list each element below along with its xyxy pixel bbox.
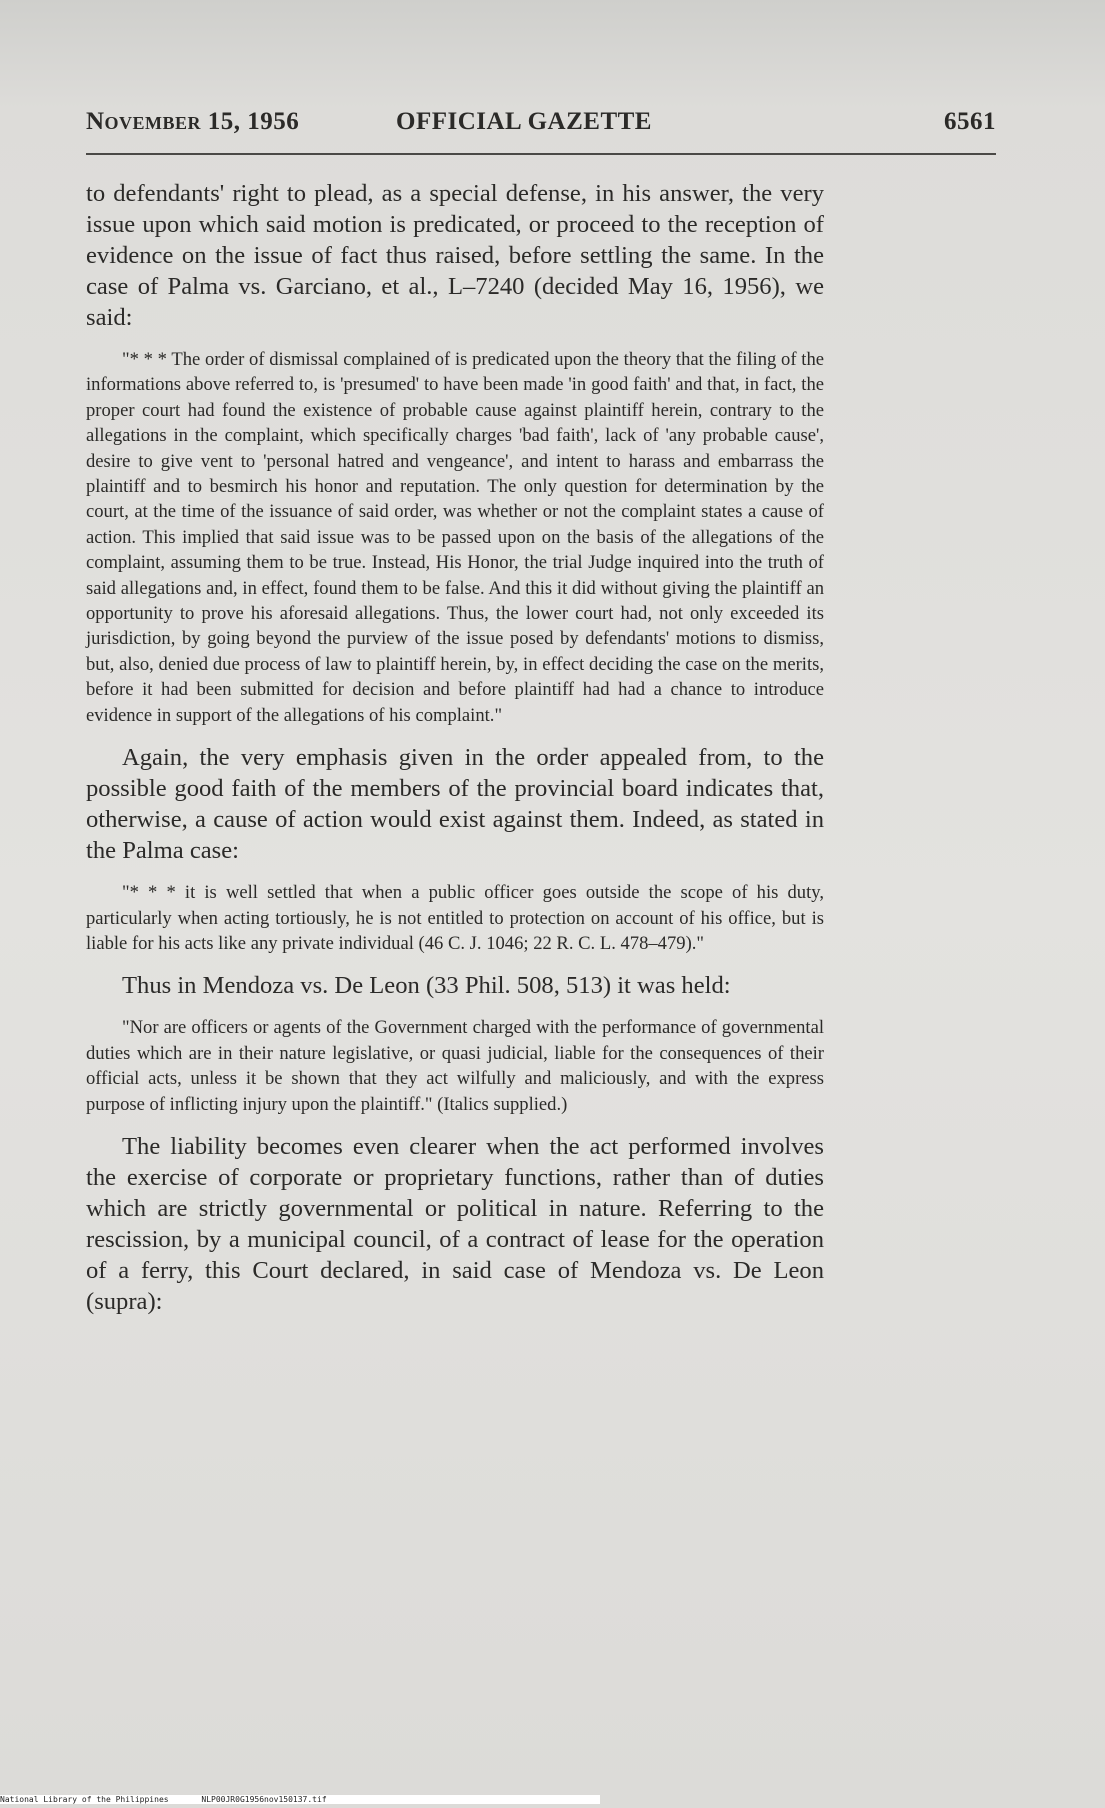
page-header: [86, 108, 996, 148]
paragraph-4: The liability becomes even clearer when the act performed involves the exercise of corporate or proprietary functions, rather than of duties which are strictly governmental or political in nature. Referring to the rescission, by a municipal council, of a contract of lease for the operation of a ferry, this Court declared, in said case of Mendoza vs. De Leon (supra):: [86, 1132, 824, 1315]
footer-file: NLP00JR0G1956nov150137.tif: [201, 1795, 327, 1804]
header-rule: [86, 153, 996, 155]
header-page-number: 6561: [944, 108, 996, 135]
quote-palma-1: "* * * The order of dismissal complained of is predicated upon the theory that the filing of the informations above referred to, is 'presumed' to have been made 'in good faith' and that, in fact, the proper court had found the existence of probable cause against plaintiff herein, contrary to the allegations in the complaint, which specifically charges 'bad faith', lack of 'any probable cause', desire to give vent to 'personal hatred and vengeance', and intent to harass and embarrass the plaintiff and to besmirch his honor and reputation. The only question for determination by the court, at the time of the issuance of said order, was whether or not the complaint states a cause of action. This implied that said issue was to be passed upon on the basis of the allegations of the complaint, assuming them to be true. Instead, His Honor, the trial Judge inquired into the truth of said allegations and, in effect, found them to be false. And this it did without giving the plaintiff an opportunity to prove his aforesaid allegations. Thus, the lower court had, not only exceeded its jurisdiction, by going beyond the purview of the issue posed by defendants' motions to dismiss, but, also, denied due process of law to plaintiff herein, by, in effect deciding the case on the merits, before it had been submitted for decision and before plaintiff had had a chance to introduce evidence in support of the allegations of his complaint.": [86, 349, 824, 726]
header-title: OFFICIAL GAZETTE: [396, 108, 652, 135]
header-date: November 15, 1956: [86, 108, 300, 135]
paragraph-3: Thus in Mendoza vs. De Leon (33 Phil. 508, 513) it was held:: [122, 972, 731, 1000]
scan-footer: [0, 1795, 600, 1804]
quote-palma-2: "* * * it is well settled that when a public officer goes outside the scope of his duty, particularly when acting tortiously, he is not entitled to protection on account of his office, but is liable for his acts like any private individual (46 C. J. 1046; 22 R. C. L. 478–479).": [86, 882, 824, 954]
quote-mendoza: "Nor are officers or agents of the Government charged with the performance of governmental duties which are in their nature legislative, or quasi judicial, liable for the consequences of their official acts, unless it be shown that they act wilfully and maliciously, and with the express purpose of inflicting injury upon the plaintiff." (Italics supplied.): [86, 1017, 824, 1115]
footer-library: National Library of the Philippines: [0, 1795, 169, 1804]
paragraph-1: to defendants' right to plead, as a special defense, in his answer, the very issue upon which said motion is predicated, or proceed to the reception of evidence on the issue of fact thus raised, before settling the same. In the case of Palma vs. Garciano, et al., L–7240 (decided May 16, 1956), we said:: [86, 180, 824, 331]
page-body: [86, 178, 824, 1317]
paragraph-2: Again, the very emphasis given in the order appealed from, to the possible good faith of the members of the provincial board indicates that, otherwise, a cause of action would exist against them. Indeed, as stated in the Palma case:: [86, 744, 824, 865]
